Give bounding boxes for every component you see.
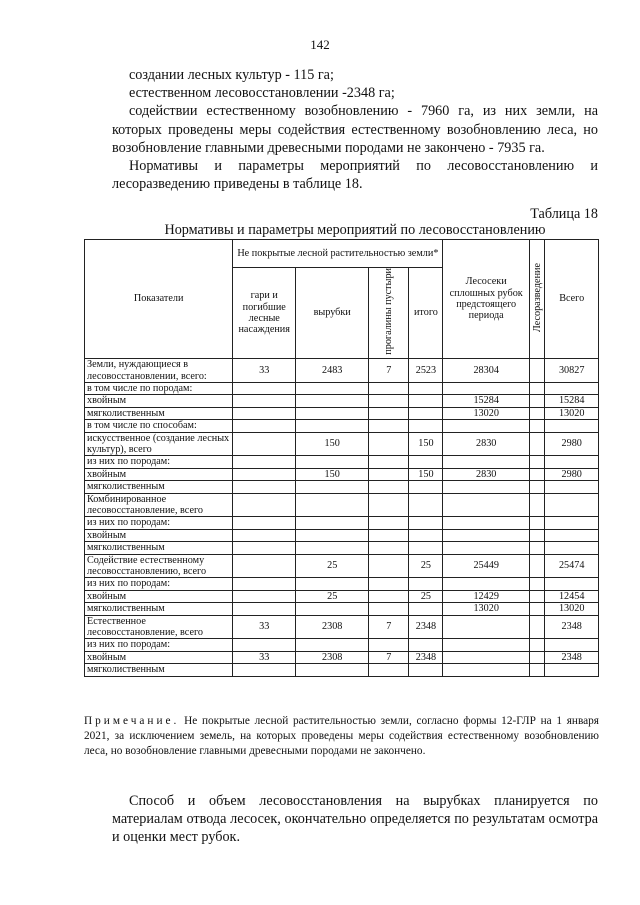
row-label: в том числе по способам: [85,420,233,432]
table-row [85,615,599,639]
cell-c1 [233,493,296,517]
cell-c7: 13020 [545,603,599,615]
cell-c2 [296,407,369,419]
cell-c5: 28304 [443,359,530,383]
row-label: мягколиственным [85,481,233,493]
cell-c3 [369,432,409,456]
cell-c3 [369,382,409,394]
cell-c7: 25474 [545,554,599,578]
cell-c4 [409,639,443,651]
cell-c7 [545,493,599,517]
cell-c2 [296,481,369,493]
table-row [85,468,599,480]
table-caption: Таблица 18 [530,206,598,222]
cell-c1 [233,603,296,615]
row-label: мягколиственным [85,542,233,554]
cell-c5: 2830 [443,468,530,480]
cell-c3 [369,639,409,651]
cell-c4 [409,603,443,615]
header-cutting-areas: Лесосеки сплошных рубок предстоящего периода [443,240,530,359]
table-row [85,651,599,663]
cell-c5 [443,578,530,590]
cell-c6 [529,578,544,590]
row-label: Земли, нуждающиеся в лесовосстановлении, всего: [85,359,233,383]
cell-c2 [296,395,369,407]
cell-c1 [233,456,296,468]
cell-c5: 15284 [443,395,530,407]
cell-c2 [296,420,369,432]
cell-c3 [369,481,409,493]
cell-c4 [409,407,443,419]
cell-c7 [545,664,599,676]
cell-c4 [409,517,443,529]
intro-line-1: создании лесных культур - 115 га; [129,67,334,83]
cell-c7 [545,517,599,529]
header-indicators: Показатели [85,240,233,359]
cell-c2: 2483 [296,359,369,383]
note-text: Не покрытые лесной растительностью земли, согласно формы 12-ГЛР на 1 января 2021, за исключением земель, на которых проведены меры содействия естественному возобновлению леса, но возобновление главными древесными породами не закончено. [84,715,599,757]
reforestation-table [84,239,599,677]
header-total: Всего [545,240,599,359]
cell-c3: 7 [369,359,409,383]
cell-c4 [409,542,443,554]
cell-c3 [369,517,409,529]
cell-c5: 13020 [443,603,530,615]
cell-c1 [233,468,296,480]
cell-c7: 30827 [545,359,599,383]
table-row [85,456,599,468]
cell-c6 [529,407,544,419]
cell-c4: 25 [409,554,443,578]
cell-c5 [443,639,530,651]
cell-c1 [233,382,296,394]
cell-c7 [545,542,599,554]
table-row [85,382,599,394]
cell-c5 [443,456,530,468]
cell-c3 [369,420,409,432]
outro-paragraph: Способ и объем лесовосстановления на вырубках планируется по материалам отвода лесосек, окончательно определяется по результатам осмотра и оценки мест рубок. [112,793,598,846]
cell-c6 [529,615,544,639]
cell-c2 [296,382,369,394]
cell-c6 [529,651,544,663]
table-row [85,420,599,432]
header-clearings: вырубки [296,268,369,359]
cell-c5 [443,615,530,639]
cell-c4 [409,420,443,432]
cell-c7: 2980 [545,432,599,456]
header-burns: гари и погибшие лесные насаждения [233,268,296,359]
cell-c2 [296,542,369,554]
table-row [85,639,599,651]
cell-c5 [443,517,530,529]
page-number: 142 [310,37,330,52]
cell-c2 [296,639,369,651]
table-row [85,529,599,541]
row-label: Естественное лесовосстановление, всего [85,615,233,639]
cell-c7 [545,456,599,468]
cell-c3 [369,542,409,554]
cell-c1 [233,395,296,407]
cell-c5 [443,382,530,394]
table-row [85,542,599,554]
cell-c5 [443,529,530,541]
cell-c3 [369,407,409,419]
table-row [85,664,599,676]
cell-c5 [443,542,530,554]
cell-c3 [369,578,409,590]
cell-c2: 150 [296,468,369,480]
cell-c6 [529,468,544,480]
row-label: хвойным [85,590,233,602]
note-head: Примечание. [84,715,180,727]
cell-c2 [296,493,369,517]
row-label: из них по породам: [85,456,233,468]
cell-c4: 2348 [409,615,443,639]
header-glades [369,268,409,359]
cell-c7 [545,578,599,590]
cell-c6 [529,359,544,383]
table-row [85,407,599,419]
cell-c3: 7 [369,651,409,663]
cell-c1 [233,590,296,602]
cell-c7: 2348 [545,615,599,639]
cell-c4 [409,529,443,541]
cell-c1 [233,432,296,456]
row-label: из них по породам: [85,517,233,529]
table-row [85,493,599,517]
row-label: хвойным [85,395,233,407]
cell-c3 [369,395,409,407]
cell-c7: 2348 [545,651,599,663]
cell-c7 [545,529,599,541]
cell-c6 [529,639,544,651]
table-row [85,590,599,602]
cell-c1: 33 [233,615,296,639]
cell-c7: 12454 [545,590,599,602]
row-label: Комбинированное лесовосстановление, всего [85,493,233,517]
cell-c4 [409,664,443,676]
cell-c4: 2348 [409,651,443,663]
cell-c4 [409,493,443,517]
cell-c6 [529,517,544,529]
row-label: Содействие естественному лесовосстановлению, всего [85,554,233,578]
cell-c4 [409,456,443,468]
table-row [85,578,599,590]
cell-c3 [369,529,409,541]
cell-c4 [409,481,443,493]
cell-c6 [529,554,544,578]
cell-c2: 150 [296,432,369,456]
cell-c7 [545,481,599,493]
cell-c4: 150 [409,432,443,456]
cell-c3 [369,468,409,480]
table-title: Нормативы и параметры мероприятий по лесовосстановлению [164,222,546,238]
cell-c2 [296,456,369,468]
cell-c4 [409,382,443,394]
cell-c2: 25 [296,590,369,602]
intro-line-2: естественном лесовосстановлении -2348 га; [129,85,395,102]
cell-c4: 150 [409,468,443,480]
cell-c2: 2308 [296,615,369,639]
row-label: хвойным [85,529,233,541]
cell-c1: 33 [233,651,296,663]
header-afforestation-label: Лесоразведение [531,262,543,332]
cell-c2 [296,664,369,676]
cell-c2: 2308 [296,651,369,663]
cell-c6 [529,420,544,432]
cell-c1 [233,542,296,554]
table-row [85,395,599,407]
table-row [85,517,599,529]
cell-c6 [529,590,544,602]
cell-c7: 13020 [545,407,599,419]
cell-c1 [233,529,296,541]
header-afforestation [529,240,544,359]
cell-c3: 7 [369,615,409,639]
header-glades-label: прогалины пустыри [383,268,395,355]
cell-c7 [545,639,599,651]
cell-c5 [443,493,530,517]
cell-c5 [443,664,530,676]
table-note [84,714,599,759]
cell-c4: 2523 [409,359,443,383]
row-label: из них по породам: [85,578,233,590]
table-row [85,481,599,493]
cell-c1 [233,420,296,432]
cell-c1: 33 [233,359,296,383]
table-row [85,554,599,578]
header-total-sub: итого [409,268,443,359]
cell-c3 [369,603,409,615]
row-label: мягколиственным [85,664,233,676]
intro-text [112,66,598,193]
cell-c5: 25449 [443,554,530,578]
cell-c7 [545,382,599,394]
row-label: в том числе по породам: [85,382,233,394]
cell-c7: 2980 [545,468,599,480]
row-label: из них по породам: [85,639,233,651]
cell-c5: 12429 [443,590,530,602]
cell-c3 [369,493,409,517]
cell-c1 [233,664,296,676]
table-body [85,359,599,677]
row-label: мягколиственным [85,407,233,419]
row-label: искусственное (создание лесных культур), всего [85,432,233,456]
row-label: хвойным [85,468,233,480]
cell-c1 [233,578,296,590]
cell-c6 [529,382,544,394]
cell-c5 [443,420,530,432]
cell-c6 [529,529,544,541]
cell-c2 [296,529,369,541]
row-label: хвойным [85,651,233,663]
header-not-covered: Не покрытые лесной растительностью земли* [233,240,443,268]
cell-c3 [369,590,409,602]
cell-c7: 15284 [545,395,599,407]
cell-c1 [233,481,296,493]
cell-c3 [369,554,409,578]
cell-c4: 25 [409,590,443,602]
cell-c3 [369,664,409,676]
intro-paragraph-3: содействии естественному возобновлению - 7960 га, из них земли, на которых проведены меры содействия естественному возобновлению леса, но возобновление главными древесными породами не закончено - 7935 га. [112,103,598,156]
cell-c6 [529,456,544,468]
cell-c2: 25 [296,554,369,578]
table-row [85,432,599,456]
table-row [85,603,599,615]
cell-c6 [529,493,544,517]
cell-c6 [529,603,544,615]
cell-c5 [443,651,530,663]
cell-c2 [296,517,369,529]
cell-c2 [296,603,369,615]
cell-c3 [369,456,409,468]
intro-paragraph-4: Нормативы и параметры мероприятий по лесовосстановлению и лесоразведению приведены в таблице 18. [112,158,598,193]
cell-c6 [529,432,544,456]
cell-c2 [296,578,369,590]
table-row [85,359,599,383]
cell-c6 [529,542,544,554]
cell-c6 [529,481,544,493]
cell-c1 [233,407,296,419]
row-label: мягколиственным [85,603,233,615]
cell-c1 [233,517,296,529]
cell-c5 [443,481,530,493]
cell-c7 [545,420,599,432]
cell-c6 [529,664,544,676]
cell-c1 [233,639,296,651]
cell-c4 [409,395,443,407]
cell-c6 [529,395,544,407]
cell-c5: 13020 [443,407,530,419]
cell-c4 [409,578,443,590]
cell-c5: 2830 [443,432,530,456]
cell-c1 [233,554,296,578]
